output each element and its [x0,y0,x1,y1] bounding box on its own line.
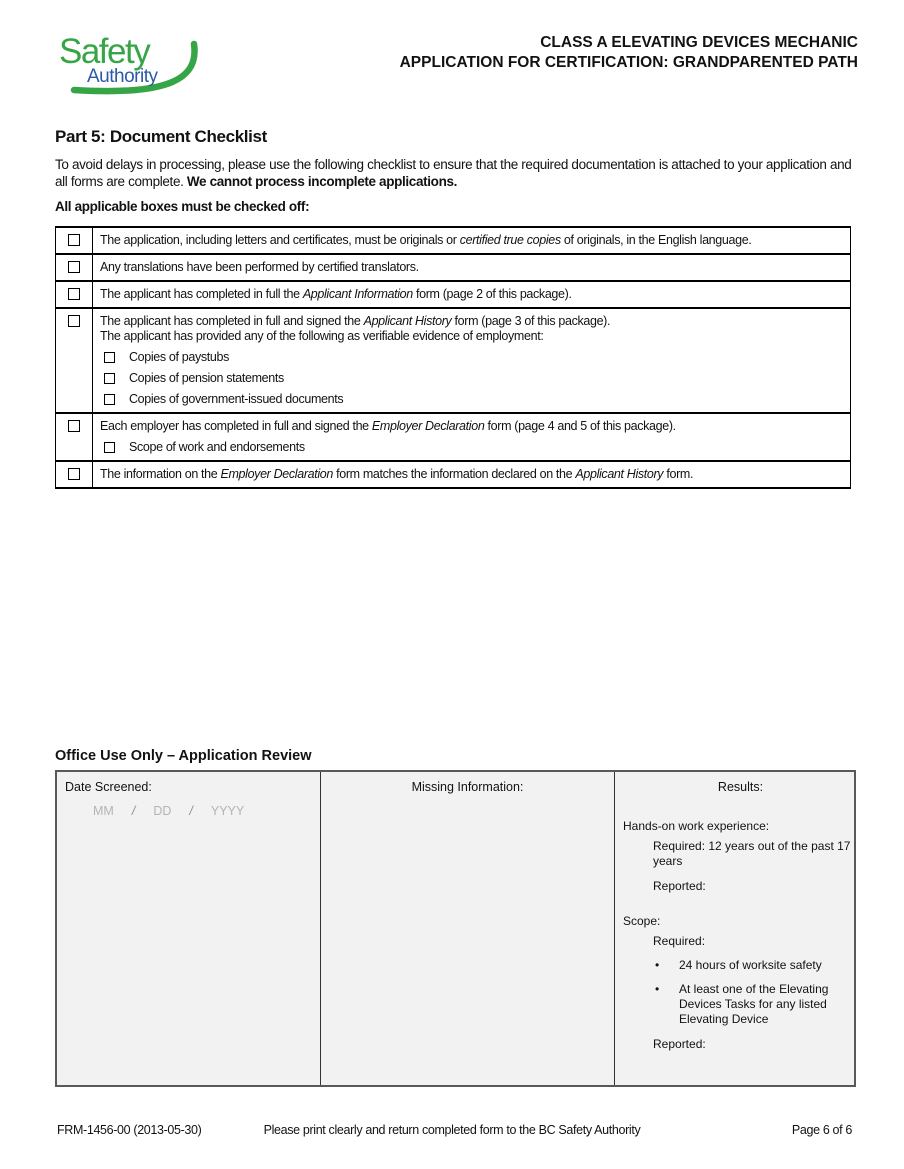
hands-on-required: Required: 12 years out of the past 17 years [653,839,851,868]
sub-item-label: Copies of pension statements [129,371,284,385]
office-use-table [55,770,856,1087]
checklist-text-segment: form (page 4 and 5 of this package). [484,419,676,433]
checklist-line [100,233,842,248]
checkbox[interactable] [104,394,115,405]
checklist-item-text [93,228,850,253]
checklist-text-segment: Applicant History [575,467,664,481]
checklist-text-segment: of originals, in the English language. [560,233,752,247]
checklist-item-text [93,462,850,487]
checkbox-cell [56,255,93,280]
checklist-row [56,255,850,282]
checklist-row [56,282,850,309]
scope-label: Scope: [623,914,661,928]
checklist-text-segment: The application, including letters and certificates, must be originals or [100,233,460,247]
checklist-text-segment: Any translations have been performed by certified translators. [100,260,419,274]
checklist-item-text [93,255,850,280]
checklist-item-text [93,414,850,460]
checklist-item-text [93,309,850,412]
checkbox[interactable] [68,261,80,273]
logo-word-safety: Safety [59,32,150,71]
scope-bullet-item [655,982,843,1027]
date-placeholder-yyyy: YYYY [210,804,245,818]
checklist-row [56,414,850,462]
checklist-item-text [93,282,850,307]
checklist-text-segment: The applicant has completed in full and signed the [100,314,364,328]
logo-word-authority: Authority [87,66,158,87]
sub-checklist-item [100,350,842,365]
checkbox[interactable] [68,420,80,432]
checkbox[interactable] [104,352,115,363]
checkbox-cell [56,414,93,460]
checklist-text-segment: The applicant has completed in full the [100,287,303,301]
footer-form-number: FRM-1456-00 (2013-05-30) [57,1123,202,1137]
bullet-icon: • [655,958,660,972]
date-screened-cell[interactable] [57,772,321,1085]
office-use-heading: Office Use Only – Application Review [55,748,312,764]
checklist-row [56,309,850,414]
scope-required: Required: [653,934,706,948]
checkbox[interactable] [68,234,80,246]
missing-information-fill-area[interactable] [329,795,606,1015]
checklist-line [100,467,842,482]
date-separator: / [189,804,193,818]
checkbox[interactable] [68,468,80,480]
date-screened-label: Date Screened: [65,780,152,794]
sub-checklist-item [100,440,842,455]
footer-instruction: Please print clearly and return completed form to the BC Safety Authority [263,1123,641,1137]
checklist-text-segment: The information on the [100,467,221,481]
document-title-line1: CLASS A ELEVATING DEVICES MECHANIC [540,34,858,51]
checklist-line [100,419,842,434]
checklist-text-segment: Applicant Information [302,287,413,301]
checklist-text-segment: certified true copies [459,233,561,247]
checkbox[interactable] [104,442,115,453]
checklist-row [56,228,850,255]
sub-checklist-item [100,371,842,386]
sub-item-label: Copies of paystubs [129,350,230,364]
sub-item-label: Scope of work and endorsements [129,440,305,454]
section-heading: Part 5: Document Checklist [55,127,267,146]
date-placeholder-dd: DD [153,804,172,818]
results-label: Results: [717,780,764,794]
checklist-text-segment: Applicant History [363,314,452,328]
checklist-text-segment: form (page 2 of this package). [412,287,572,301]
page-footer [0,1123,904,1139]
checkbox-cell [56,309,93,412]
checklist-text-segment: The applicant has provided any of the following as verifiable evidence of employment: [100,329,544,343]
checkbox[interactable] [104,373,115,384]
scope-bullet-text: At least one of the Elevating Devices Tasks for any listed Elevating Device [679,982,829,1026]
hands-on-label: Hands-on work experience: [623,819,770,833]
document-title-line2: APPLICATION FOR CERTIFICATION: GRANDPARENTED PATH [399,54,858,71]
date-placeholder-mm: MM [93,804,114,818]
checklist-text-segment: form. [663,467,694,481]
checklist-line [100,287,842,302]
intro-bold-text: We cannot process incomplete applications. [186,174,458,189]
checklist-text-segment: Employer Declaration [371,419,485,433]
intro-paragraph [55,156,855,190]
safety-authority-logo [57,34,207,110]
hands-on-reported[interactable]: Reported: [653,879,706,893]
scope-reported[interactable]: Reported: [653,1037,706,1051]
checklist-instruction: All applicable boxes must be checked off: [55,199,310,214]
scope-bullet-text: 24 hours of worksite safety [679,958,822,972]
bullet-icon: • [655,982,660,996]
checkbox[interactable] [68,315,80,327]
checklist-text-segment: form (page 3 of this package). [451,314,611,328]
intro-normal-text: To avoid delays in processing, please use the following checklist to ensure that the required documentation is attached to your application and all forms are complete. [55,157,852,189]
sub-checklist-item [100,392,842,407]
checklist-text-segment: form matches the information declared on the [333,467,576,481]
missing-information-label: Missing Information: [411,780,524,794]
checklist-table [55,226,851,489]
date-separator: / [131,804,136,818]
checklist-line [100,260,842,275]
checkbox-cell [56,462,93,487]
date-screened-field[interactable] [93,804,312,819]
checkbox-cell [56,228,93,253]
scope-bullet-item [655,958,843,973]
checkbox-cell [56,282,93,307]
sub-item-label: Copies of government-issued documents [129,392,344,406]
checklist-line [100,329,842,344]
document-title [400,33,858,73]
checkbox[interactable] [68,288,80,300]
checklist-text-segment: Each employer has completed in full and signed the [100,419,372,433]
footer-page-number: Page 6 of 6 [791,1123,852,1137]
missing-information-cell[interactable] [321,772,615,1085]
results-cell [615,772,866,1085]
checklist-text-segment: Employer Declaration [220,467,333,481]
checklist-row [56,462,850,487]
checklist-line [100,314,842,329]
